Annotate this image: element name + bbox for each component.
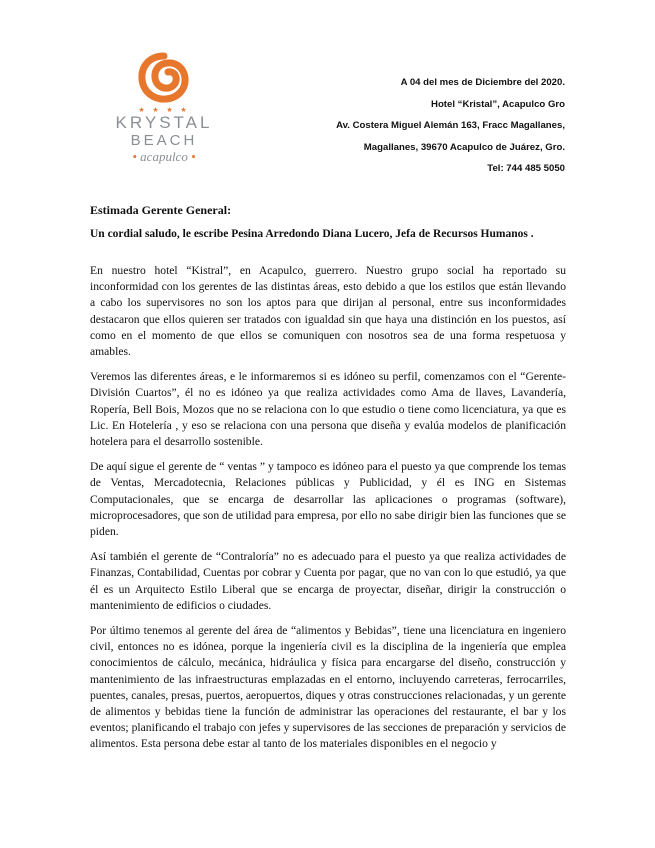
logo-text-beach: BEACH xyxy=(130,132,198,149)
paragraph: Así también el gerente de “Contraloría” no es adecuado para el puesto ya que realiza actividades de Finanzas, Contabilidad, Cuentas por cobrar y Cuenta por pagar, que no van con lo que estudió, ya que él es un Arquitecto Estilo Liberal que se encarga de proyectar, diseñar, dirigir la construcción o mantenimiento de edificios o ciudades. xyxy=(90,550,566,612)
header-hotel: Hotel “Kristal”, Acapulco Gro xyxy=(431,98,565,110)
logo-acapulco-label: acapulco xyxy=(140,149,188,164)
paragraph: En nuestro hotel “Kistral”, en Acapulco, guerrero. Nuestro grupo social ha reportado su inconformidad con los gerentes de las distintas áreas, esto debido a que los estilos que están llevando a cabo los supervisores no son los aptos para que dirijan al personal, entre sus inconformidades destacaron que ellos quieren ser tratados con igualdad sin que haya una distinción en los puestos, así como en el momento de que ellos se comuniquen con nosotros sea de una forma respetuosa y amables. xyxy=(90,264,566,359)
salutation: Estimada Gerente General: xyxy=(90,203,232,217)
paragraph: Veremos las diferentes áreas, e le informaremos si es idóneo su perfil, comenzamos con el “Gerente-División Cuartos”, él no es idóneo ya que realiza actividades como Ama de llaves, Lavandería, Ropería, Bell Bois, Mozos que no se relaciona con lo que estudio o tiene como licenciatura, ya que es Lic. En Hotelería , y eso se relaciona con una persona que diseña y evalúa modelos de planificación hotelera para el desarrollo sostenible. xyxy=(90,370,566,449)
spiral-shell-icon xyxy=(137,52,191,104)
paragraph: Por último tenemos al gerente del área de “alimentos y Bebidas”, tiene una licenciatura en ingeniero civil, entonces no es idónea, porque la ingeniería civil es la disciplina de la ingeniería que emplea conocimientos de cálculo, mecánica, hidráulica y física para encargarse del diseño, construcción y mantenimiento de las infraestructuras emplazadas en el entorno, incluyendo carreteras, ferrocarriles, puentes, canales, presas, puertos, aeropuertos, diques y otras construcciones relacionadas, y un gerente de alimentos y bebidas tiene la función de administrar las operaciones del restaurante, el bar y los eventos; planificando el trabajo con jefes y supervisores de las secciones de preparación y servicios de alimentos. Esta persona debe estar al tanto de los materiales disponibles en el negocio y xyxy=(90,624,566,751)
header-address: Av. Costera Miguel Alemán 163, Fracc Magallanes, xyxy=(336,120,565,132)
paragraph: De aquí sigue el gerente de “ ventas ” y tampoco es idóneo para el puesto ya que comprende los temas de Ventas, Mercadotecnia, Relaciones públicas y Publicidad, y él es ING en Sistemas Computacionales, que se encarga de desarrollar las aplicaciones o programas (software), microprocesadores, que son de utilidad para empresa, por ello no sabe dirigir bien las funciones que se piden. xyxy=(90,460,566,539)
logo-text-krystal: KRYSTAL xyxy=(115,113,213,132)
header-date: A 04 del mes de Diciembre del 2020. xyxy=(400,77,565,88)
letter-body xyxy=(90,263,566,762)
letter-header xyxy=(336,72,565,180)
header-phone: Tel: 744 485 5050 xyxy=(487,163,565,175)
rating-stars: ★ ★ ★ ★ xyxy=(138,106,190,114)
krystal-beach-logo xyxy=(104,52,224,182)
header-city: Magallanes, 39670 Acapulco de Juárez, Gro. xyxy=(363,141,565,153)
intro-line: Un cordial saludo, le escribe Pesina Arredondo Diana Lucero, Jefa de Recursos Humanos . xyxy=(90,228,534,240)
logo-text-acapulco: • acapulco • xyxy=(132,149,196,164)
